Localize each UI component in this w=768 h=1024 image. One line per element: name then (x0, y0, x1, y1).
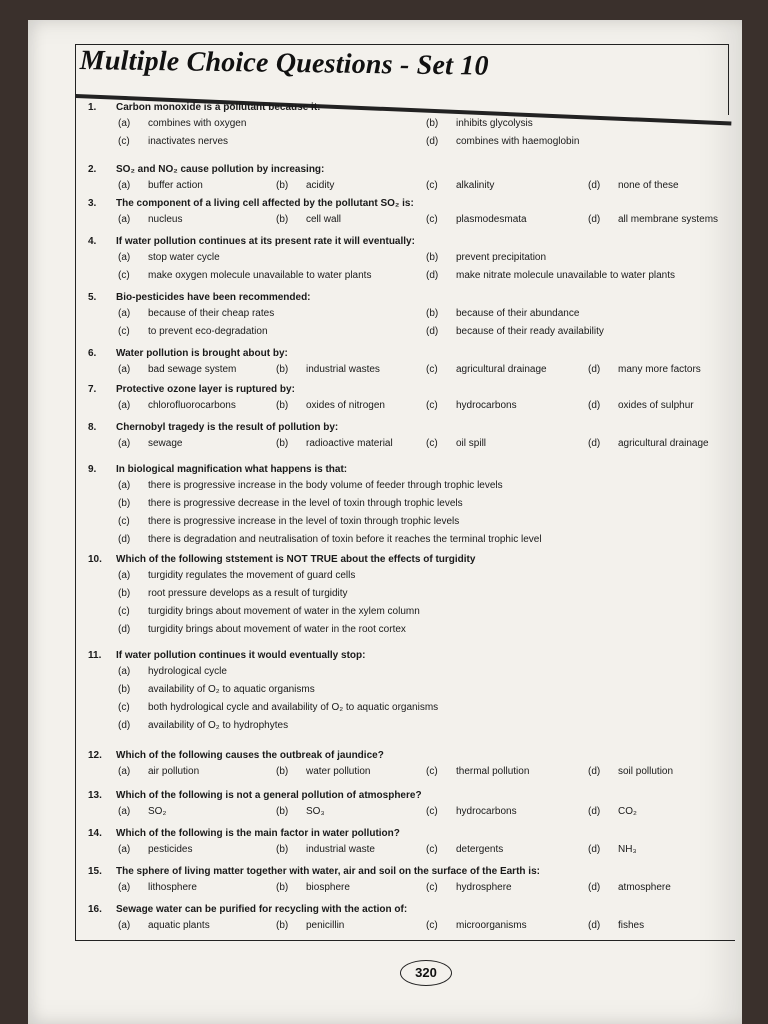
option-text: microorganisms (456, 920, 527, 931)
option-d (588, 438, 709, 449)
option-a (118, 882, 197, 893)
option-text: availability of O₂ to aquatic organisms (148, 684, 315, 695)
question-text: SO₂ and NO₂ cause pollution by increasing: (116, 164, 325, 175)
option-label: (c) (426, 920, 438, 931)
option-d (588, 214, 718, 225)
option-label: (d) (118, 720, 131, 731)
option-d (426, 136, 579, 147)
option-label: (c) (118, 702, 130, 713)
option-label: (b) (118, 684, 131, 695)
option-d (118, 534, 542, 545)
question-text: The sphere of living matter together with water, air and soil on the surface of the Earth is: (116, 866, 540, 877)
question-number: 6. (88, 348, 97, 359)
option-label: (a) (118, 806, 131, 817)
option-label: (a) (118, 438, 131, 449)
option-label: (a) (118, 118, 131, 129)
option-label: (c) (118, 326, 130, 337)
option-b (276, 920, 344, 931)
option-text: radioactive material (306, 438, 393, 449)
question-number: 5. (88, 292, 97, 303)
option-c (426, 920, 527, 931)
option-text: make oxygen molecule unavailable to water plants (148, 270, 372, 281)
option-label: (a) (118, 480, 131, 491)
option-text: agricultural drainage (456, 364, 547, 375)
option-text: inhibits glycolysis (456, 118, 533, 129)
option-d (588, 766, 673, 777)
option-b (276, 400, 385, 411)
option-text: SO₃ (306, 806, 325, 817)
option-text: fishes (618, 920, 645, 931)
option-d (118, 624, 406, 635)
option-label: (c) (426, 882, 438, 893)
option-text: hydrological cycle (148, 666, 227, 677)
question-number: 10. (88, 554, 102, 565)
option-text: agricultural drainage (618, 438, 709, 449)
option-text: pesticides (148, 844, 193, 855)
question-text: Which of the following causes the outbreak of jaundice? (116, 750, 384, 761)
option-a (118, 766, 199, 777)
option-text: industrial wastes (306, 364, 380, 375)
option-label: (a) (118, 882, 131, 893)
option-a (118, 480, 503, 491)
option-d (588, 844, 637, 855)
option-c (426, 882, 512, 893)
option-label: (a) (118, 308, 131, 319)
option-label: (b) (426, 118, 439, 129)
option-text: alkalinity (456, 180, 495, 191)
option-label: (d) (588, 180, 601, 191)
option-b (118, 588, 348, 599)
option-label: (c) (426, 214, 438, 225)
option-a (118, 438, 182, 449)
option-text: because of their ready availability (456, 326, 604, 337)
option-text: there is progressive increase in the body volume of feeder through trophic levels (148, 480, 503, 491)
option-label: (a) (118, 666, 131, 677)
question-number: 15. (88, 866, 102, 877)
option-label: (a) (118, 844, 131, 855)
option-text: detergents (456, 844, 504, 855)
bottom-border (75, 940, 735, 941)
option-text: there is progressive decrease in the level of toxin through trophic levels (148, 498, 463, 509)
option-text: cell wall (306, 214, 342, 225)
option-text: plasmodesmata (456, 214, 527, 225)
option-c (426, 180, 494, 191)
option-c (426, 364, 547, 375)
option-a (118, 252, 220, 263)
option-label: (b) (276, 920, 289, 931)
option-b (426, 118, 533, 129)
option-text: oxides of sulphur (618, 400, 694, 411)
option-label: (c) (118, 606, 130, 617)
option-label: (b) (276, 806, 289, 817)
option-label: (d) (588, 766, 601, 777)
option-text: air pollution (148, 766, 200, 777)
option-label: (b) (276, 438, 289, 449)
option-a (118, 920, 210, 931)
option-text: combines with oxygen (148, 118, 247, 129)
option-label: (d) (588, 806, 601, 817)
question-text: Protective ozone layer is ruptured by: (116, 384, 295, 395)
option-c (118, 326, 268, 337)
option-text: sewage (148, 438, 183, 449)
option-text: SO₂ (148, 806, 167, 817)
question-number: 7. (88, 384, 97, 395)
question-text: Bio-pesticides have been recommended: (116, 292, 311, 303)
option-label: (c) (426, 766, 438, 777)
option-text: oil spill (456, 438, 487, 449)
option-text: inactivates nerves (148, 136, 229, 147)
option-b (426, 308, 579, 319)
option-d (588, 180, 679, 191)
option-c (118, 606, 420, 617)
option-text: all membrane systems (618, 214, 719, 225)
option-label: (c) (118, 270, 130, 281)
option-text: chlorofluorocarbons (148, 400, 236, 411)
question-text: Sewage water can be purified for recycling with the action of: (116, 904, 408, 915)
option-d (588, 806, 637, 817)
option-c (426, 844, 503, 855)
option-label: (c) (426, 806, 438, 817)
option-label: (c) (426, 844, 438, 855)
option-d (426, 270, 675, 281)
question-number: 4. (88, 236, 97, 247)
option-label: (a) (118, 920, 131, 931)
option-label: (b) (276, 180, 289, 191)
option-text: many more factors (618, 364, 701, 375)
option-text: hydrocarbons (456, 806, 517, 817)
option-a (118, 666, 227, 677)
option-label: (a) (118, 364, 131, 375)
question-text: Which of the following ststement is NOT TRUE about the effects of turgidity (116, 554, 476, 565)
option-text: nucleus (148, 214, 183, 225)
option-c (426, 806, 517, 817)
option-c (118, 702, 438, 713)
option-text: soil pollution (618, 766, 674, 777)
option-a (118, 118, 246, 129)
option-text: turgidity brings about movement of water in the xylem column (148, 606, 420, 617)
option-d (426, 326, 604, 337)
question-number: 14. (88, 828, 102, 839)
option-label: (c) (426, 400, 438, 411)
option-label: (d) (118, 624, 131, 635)
question-text: In biological magnification what happens is that: (116, 464, 348, 475)
option-label: (b) (276, 882, 289, 893)
option-label: (b) (276, 214, 289, 225)
option-label: (c) (118, 516, 130, 527)
option-text: none of these (618, 180, 679, 191)
option-text: hydrocarbons (456, 400, 517, 411)
option-text: to prevent eco-degradation (148, 326, 268, 337)
option-d (588, 364, 701, 375)
question-number: 12. (88, 750, 102, 761)
option-text: turgidity brings about movement of water in the root cortex (148, 624, 406, 635)
option-text: there is degradation and neutralisation of toxin before it reaches the terminal trophic level (148, 534, 542, 545)
option-a (118, 844, 192, 855)
question-text: If water pollution continues it would eventually stop: (116, 650, 366, 661)
option-c (426, 438, 486, 449)
option-d (118, 720, 288, 731)
option-text: NH₃ (618, 844, 637, 855)
option-text: buffer action (148, 180, 203, 191)
option-d (588, 400, 694, 411)
option-text: acidity (306, 180, 335, 191)
option-label: (d) (426, 136, 439, 147)
option-b (276, 214, 341, 225)
option-label: (a) (118, 400, 131, 411)
option-a (118, 180, 203, 191)
option-text: stop water cycle (148, 252, 220, 263)
question-number: 9. (88, 464, 97, 475)
option-text: aquatic plants (148, 920, 210, 931)
option-label: (d) (426, 270, 439, 281)
question-text: Which of the following is the main factor in water pollution? (116, 828, 400, 839)
option-text: industrial waste (306, 844, 375, 855)
option-c (426, 766, 529, 777)
option-label: (a) (118, 180, 131, 191)
question-text: Chernobyl tragedy is the result of pollution by: (116, 422, 339, 433)
option-label: (b) (118, 588, 131, 599)
option-label: (a) (118, 766, 131, 777)
option-b (276, 882, 350, 893)
question-number: 2. (88, 164, 97, 175)
option-b (426, 252, 546, 263)
option-text: lithosphere (148, 882, 197, 893)
option-b (276, 364, 380, 375)
option-label: (b) (426, 308, 439, 319)
option-label: (d) (588, 920, 601, 931)
question-number: 1. (88, 102, 97, 113)
option-label: (c) (426, 438, 438, 449)
option-d (588, 920, 644, 931)
option-b (276, 438, 393, 449)
option-label: (d) (588, 364, 601, 375)
option-label: (b) (426, 252, 439, 263)
option-text: atmosphere (618, 882, 671, 893)
option-label: (c) (426, 364, 438, 375)
option-text: make nitrate molecule unavailable to water plants (456, 270, 676, 281)
option-c (426, 214, 527, 225)
option-a (118, 570, 355, 581)
option-text: bad sewage system (148, 364, 237, 375)
option-label: (b) (276, 364, 289, 375)
option-text: availability of O₂ to hydrophytes (148, 720, 289, 731)
option-label: (a) (118, 252, 131, 263)
option-c (118, 270, 371, 281)
option-a (118, 806, 166, 817)
option-b (118, 684, 315, 695)
option-text: combines with haemoglobin (456, 136, 580, 147)
question-number: 3. (88, 198, 97, 209)
left-border (75, 112, 76, 940)
question-text: Carbon monoxide is a pollutant because it: (116, 102, 321, 113)
option-label: (d) (588, 400, 601, 411)
option-b (276, 766, 370, 777)
option-text: biosphere (306, 882, 350, 893)
option-b (118, 498, 463, 509)
option-b (276, 806, 325, 817)
option-a (118, 308, 274, 319)
option-label: (b) (276, 400, 289, 411)
option-label: (d) (588, 882, 601, 893)
question-number: 16. (88, 904, 102, 915)
option-text: water pollution (306, 766, 371, 777)
option-label: (d) (588, 844, 601, 855)
page-number: 320 (400, 960, 452, 986)
option-text: prevent precipitation (456, 252, 547, 263)
option-c (426, 400, 517, 411)
option-c (118, 516, 459, 527)
question-number: 13. (88, 790, 102, 801)
option-text: penicillin (306, 920, 345, 931)
option-label: (b) (118, 498, 131, 509)
option-text: there is progressive increase in the level of toxin through trophic levels (148, 516, 460, 527)
option-text: root pressure develops as a result of turgidity (148, 588, 348, 599)
option-label: (c) (118, 136, 130, 147)
option-text: hydrosphere (456, 882, 512, 893)
option-label: (c) (426, 180, 438, 191)
option-text: both hydrological cycle and availability of O₂ to aquatic organisms (148, 702, 439, 713)
question-text: If water pollution continues at its present rate it will eventually: (116, 236, 415, 247)
option-label: (a) (118, 214, 131, 225)
question-text: Water pollution is brought about by: (116, 348, 288, 359)
option-a (118, 364, 236, 375)
option-c (118, 136, 228, 147)
option-d (588, 882, 671, 893)
option-label: (d) (588, 438, 601, 449)
option-text: thermal pollution (456, 766, 530, 777)
option-label: (d) (588, 214, 601, 225)
option-b (276, 844, 375, 855)
question-number: 11. (88, 650, 102, 661)
option-b (276, 180, 334, 191)
question-number: 8. (88, 422, 97, 433)
question-text: Which of the following is not a general pollution of atmosphere? (116, 790, 422, 801)
option-text: turgidity regulates the movement of guard cells (148, 570, 356, 581)
page-title: Multiple Choice Questions - Set 10 (79, 45, 489, 82)
option-a (118, 400, 236, 411)
option-label: (b) (276, 844, 289, 855)
option-a (118, 214, 182, 225)
option-label: (d) (426, 326, 439, 337)
option-text: because of their cheap rates (148, 308, 275, 319)
option-label: (d) (118, 534, 131, 545)
option-text: CO₂ (618, 806, 637, 817)
option-text: because of their abundance (456, 308, 580, 319)
question-text: The component of a living cell affected by the pollutant SO₂ is: (116, 198, 414, 209)
option-label: (a) (118, 570, 131, 581)
option-text: oxides of nitrogen (306, 400, 385, 411)
option-label: (b) (276, 766, 289, 777)
